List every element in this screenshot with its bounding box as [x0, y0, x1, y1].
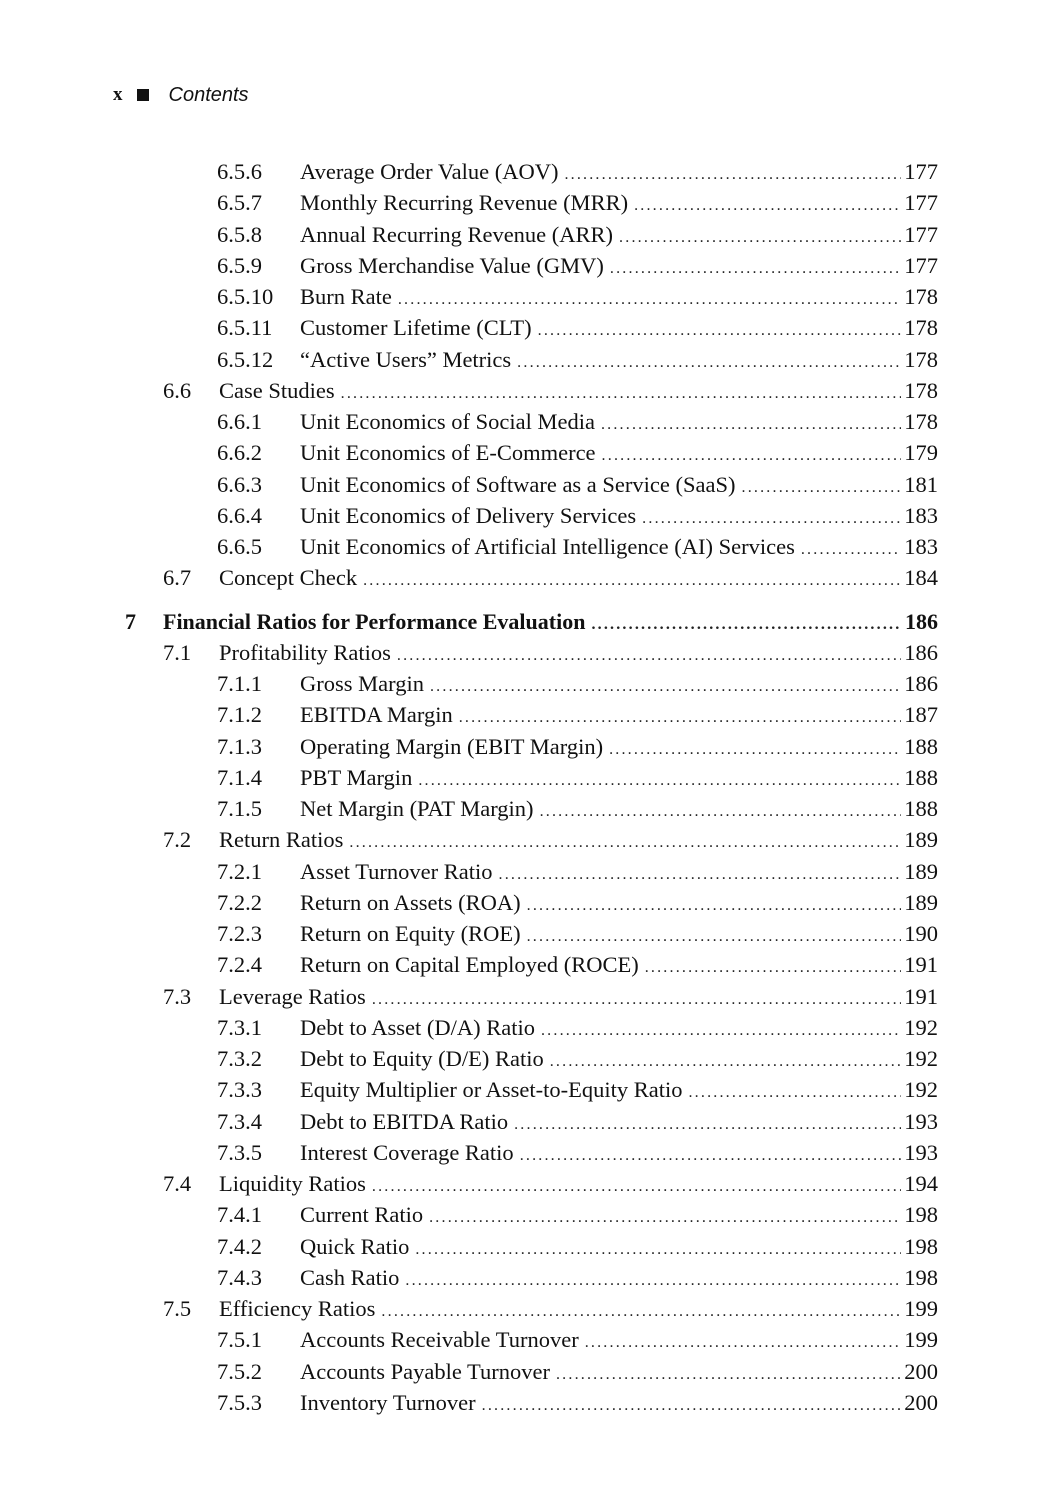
toc-entry-title: “Active Users” Metrics	[300, 346, 512, 372]
toc-entry-title: Accounts Receivable Turnover	[300, 1327, 579, 1353]
toc-section[interactable]	[163, 1293, 938, 1324]
dot-leader	[430, 671, 901, 702]
toc-entry-number: 7.2.1	[217, 858, 262, 884]
dot-leader	[601, 409, 901, 440]
dot-leader	[610, 253, 901, 284]
dot-leader	[372, 984, 901, 1015]
dot-leader	[429, 1202, 901, 1233]
toc-entry-page: 177	[904, 221, 938, 247]
toc-entry-number: 6.5.8	[217, 221, 262, 247]
toc-entry-page: 192	[904, 1077, 938, 1103]
toc-section[interactable]	[163, 637, 938, 668]
dot-leader	[742, 472, 902, 503]
toc-entry-title: PBT Margin	[300, 764, 413, 790]
toc-entry-page: 186	[904, 671, 938, 696]
toc-entry-number: 6.5.10	[217, 284, 274, 309]
running-head-title: Contents	[168, 83, 249, 106]
toc-subsection[interactable]	[217, 1012, 938, 1043]
toc-entry-number: 6.7	[163, 565, 192, 591]
running-head	[113, 82, 249, 108]
toc-entry-title: Efficiency Ratios	[219, 1296, 376, 1321]
toc-subsection[interactable]	[217, 1387, 938, 1418]
toc-entry-page: 178	[904, 409, 938, 434]
toc-entry-page: 186	[904, 639, 938, 665]
toc-entry-number: 7.1.1	[217, 671, 262, 696]
toc-entry-number: 7.1.2	[217, 702, 262, 728]
toc-entry-title: Cash Ratio	[300, 1264, 400, 1290]
square-bullet-icon	[137, 89, 149, 101]
dot-leader	[527, 890, 902, 921]
toc-entry-page: 198	[904, 1202, 938, 1228]
toc-subsection[interactable]	[217, 500, 938, 531]
toc-subsection[interactable]	[217, 856, 938, 887]
toc-entry-page: 192	[904, 1046, 938, 1071]
toc-entry-page: 189	[904, 889, 938, 915]
toc-section[interactable]	[163, 1168, 938, 1199]
toc-subsection[interactable]	[217, 469, 938, 500]
toc-entry-page: 183	[904, 502, 938, 528]
dot-leader	[520, 1140, 902, 1171]
toc-entry-page: 199	[904, 1327, 938, 1353]
toc-entry-title: Return on Capital Employed (ROCE)	[300, 952, 639, 978]
toc-subsection[interactable]	[217, 1199, 938, 1230]
toc-entry-page: 178	[904, 284, 938, 309]
toc-entry-title: Asset Turnover Ratio	[300, 858, 493, 884]
toc-subsection[interactable]	[217, 312, 938, 343]
toc-entry-number: 7.5.2	[217, 1358, 262, 1384]
toc-subsection[interactable]	[217, 699, 938, 730]
dot-leader	[398, 284, 901, 315]
toc-entry-number: 7.1.4	[217, 764, 262, 790]
toc-entry-title: Financial Ratios for Performance Evaluation	[163, 608, 586, 634]
dot-leader	[634, 190, 901, 221]
toc-entry-number: 7.2.2	[217, 889, 262, 915]
toc-subsection[interactable]	[217, 219, 938, 250]
toc-entry-number: 6.6.5	[217, 534, 262, 559]
toc-subsection[interactable]	[217, 531, 938, 562]
dot-leader	[341, 378, 902, 409]
toc-entry-number: 7.4.3	[217, 1264, 262, 1290]
dot-leader	[619, 222, 901, 253]
toc-subsection[interactable]	[217, 1137, 938, 1168]
toc-subsection[interactable]	[217, 250, 938, 281]
dot-leader	[381, 1296, 901, 1327]
dot-leader	[405, 1265, 901, 1296]
dot-leader	[801, 534, 901, 565]
toc-entry-title: Case Studies	[219, 377, 335, 403]
toc-entry-number: 7.4	[163, 1171, 192, 1196]
toc-entry-title: Equity Multiplier or Asset-to-Equity Ratio	[300, 1077, 683, 1103]
toc-entry-page: 184	[904, 565, 938, 591]
toc-entry-page: 189	[904, 858, 938, 884]
toc-entry-title: Return Ratios	[219, 827, 344, 853]
toc-entry-number: 7.3.5	[217, 1139, 262, 1165]
toc-entry-title: Debt to EBITDA Ratio	[300, 1108, 509, 1134]
dot-leader	[514, 1109, 901, 1140]
dot-leader	[527, 921, 902, 952]
toc-entry-page: 198	[904, 1264, 938, 1290]
toc-entry-page: 189	[904, 827, 938, 853]
toc-entry-title: Operating Margin (EBIT Margin)	[300, 733, 604, 759]
toc-entry-number: 6.6.3	[217, 471, 262, 497]
dot-leader	[591, 609, 902, 640]
toc-entry-number: 7.3.4	[217, 1108, 262, 1134]
toc-entry-number: 6.6.2	[217, 440, 262, 466]
dot-leader	[538, 315, 902, 346]
toc-entry-title: Liquidity Ratios	[219, 1171, 366, 1196]
toc-entry-title: Monthly Recurring Revenue (MRR)	[300, 190, 629, 216]
toc-subsection[interactable]	[217, 918, 938, 949]
dot-leader	[688, 1077, 901, 1108]
toc-entry-title: Current Ratio	[300, 1202, 424, 1228]
dot-leader	[363, 565, 901, 596]
toc-entry-title: Burn Rate	[300, 284, 392, 309]
toc-entry-number: 7.3.3	[217, 1077, 262, 1103]
toc-entry-title: Average Order Value (AOV)	[300, 159, 559, 184]
toc-entry-number: 7.1	[163, 639, 192, 665]
toc-section[interactable]	[163, 375, 938, 406]
dot-leader	[541, 1015, 901, 1046]
toc-entry-title: Unit Economics of Software as a Service (SaaS)	[300, 471, 736, 497]
toc-entry-number: 7.3	[163, 983, 192, 1009]
toc-entry-title: Return on Assets (ROA)	[300, 889, 521, 915]
toc-entry-page: 200	[904, 1389, 938, 1415]
toc-entry-page: 178	[904, 315, 938, 341]
dot-leader	[585, 1327, 902, 1358]
toc-subsection[interactable]	[217, 344, 938, 375]
dot-leader	[550, 1046, 902, 1077]
toc-section[interactable]	[163, 981, 938, 1012]
toc-subsection[interactable]	[217, 1324, 938, 1355]
toc-entry-page: 177	[904, 252, 938, 278]
toc-entry-number: 7.5.1	[217, 1327, 262, 1353]
toc-entry-page: 183	[904, 534, 938, 559]
toc-subsection[interactable]	[217, 887, 938, 918]
toc-entry-page: 190	[904, 921, 938, 946]
toc-entry-number: 6.5.9	[217, 252, 262, 278]
toc-subsection[interactable]	[217, 156, 938, 187]
toc-entry-number: 6.5.12	[217, 346, 274, 372]
toc-entry-page: 194	[904, 1171, 938, 1196]
toc-entry-page: 198	[904, 1233, 938, 1259]
toc-entry-title: EBITDA Margin	[300, 702, 453, 728]
toc-entry-title: Concept Check	[219, 565, 358, 591]
toc-entry-page: 200	[904, 1358, 938, 1384]
toc-entry-page: 191	[904, 952, 938, 978]
toc-entry-number: 7.4.1	[217, 1202, 262, 1228]
toc-entry-title: Unit Economics of Artificial Intelligence (AI) Services	[300, 534, 795, 559]
toc-entry-title: Customer Lifetime (CLT)	[300, 315, 532, 341]
dot-leader	[372, 1171, 901, 1202]
dot-leader	[459, 702, 902, 733]
toc-subsection[interactable]	[217, 793, 938, 824]
toc-entry-number: 7.2	[163, 827, 192, 853]
toc-entry-number: 6.5.7	[217, 190, 262, 216]
toc-entry-title: Interest Coverage Ratio	[300, 1139, 514, 1165]
dot-leader	[609, 734, 901, 765]
toc-subsection[interactable]	[217, 406, 938, 437]
dot-leader	[642, 503, 901, 534]
toc-section[interactable]	[163, 562, 938, 593]
toc-entry-number: 6.5.11	[217, 315, 273, 341]
toc-entry-number: 7	[125, 608, 136, 634]
toc-entry-title: Net Margin (PAT Margin)	[300, 796, 534, 821]
toc-entry-page: 191	[904, 983, 938, 1009]
toc-chapter[interactable]	[125, 606, 938, 637]
toc-entry-title: Accounts Payable Turnover	[300, 1358, 550, 1384]
toc-entry-number: 7.3.2	[217, 1046, 262, 1071]
toc-subsection[interactable]	[217, 187, 938, 218]
toc-entry-title: Debt to Asset (D/A) Ratio	[300, 1014, 535, 1040]
toc-entry-page: 179	[904, 440, 938, 466]
toc-entry-title: Leverage Ratios	[219, 983, 366, 1009]
toc-entry-title: Annual Recurring Revenue (ARR)	[300, 221, 614, 247]
toc-entry-title: Return on Equity (ROE)	[300, 921, 521, 946]
toc-entry-page: 192	[904, 1014, 938, 1040]
toc-entry-number: 6.6.1	[217, 409, 262, 434]
toc-entry-number: 7.2.4	[217, 952, 262, 978]
toc-entry-page: 188	[904, 796, 938, 821]
toc-entry-title: Quick Ratio	[300, 1233, 410, 1259]
dot-leader	[517, 347, 901, 378]
dot-leader	[645, 952, 902, 983]
toc-entry-number: 7.1.5	[217, 796, 262, 821]
toc-entry-title: Unit Economics of E-Commerce	[300, 440, 596, 466]
dot-leader	[349, 827, 901, 858]
toc-entry-page: 177	[904, 190, 938, 216]
dot-leader	[418, 765, 901, 796]
toc-subsection[interactable]	[217, 1356, 938, 1387]
toc-subsection[interactable]	[217, 281, 938, 312]
page-number: x	[113, 84, 123, 105]
toc-subsection[interactable]	[217, 1043, 938, 1074]
toc-subsection[interactable]	[217, 437, 938, 468]
toc-subsection[interactable]	[217, 668, 938, 699]
toc-entry-title: Profitability Ratios	[219, 639, 391, 665]
toc-entry-number: 7.3.1	[217, 1014, 262, 1040]
toc-entry-number: 7.2.3	[217, 921, 262, 946]
toc-entry-number: 6.6	[163, 377, 192, 403]
toc-subsection[interactable]	[217, 731, 938, 762]
toc-entry-title: Gross Margin	[300, 671, 424, 696]
toc-entry-title: Inventory Turnover	[300, 1389, 476, 1415]
toc-entry-title: Unit Economics of Delivery Services	[300, 502, 637, 528]
toc-entry-number: 7.5	[163, 1296, 192, 1321]
toc-section[interactable]	[163, 824, 938, 855]
toc-subsection[interactable]	[217, 1231, 938, 1262]
toc-entry-page: 193	[904, 1108, 938, 1134]
toc-entry-number: 6.6.4	[217, 502, 262, 528]
toc-entry-title: Unit Economics of Social Media	[300, 409, 595, 434]
dot-leader	[602, 440, 902, 471]
toc-entry-page: 177	[904, 159, 938, 184]
toc-subsection[interactable]	[217, 1074, 938, 1105]
toc-entry-page: 188	[904, 733, 938, 759]
dot-leader	[482, 1390, 902, 1421]
toc-entry-title: Gross Merchandise Value (GMV)	[300, 252, 604, 278]
toc-entry-number: 7.4.2	[217, 1233, 262, 1259]
toc-entry-number: 6.5.6	[217, 159, 262, 184]
toc-entry-page: 178	[904, 346, 938, 372]
dot-leader	[415, 1234, 901, 1265]
toc-subsection[interactable]	[217, 1262, 938, 1293]
toc-entry-page: 193	[904, 1139, 938, 1165]
toc-entry-page: 199	[904, 1296, 938, 1321]
dot-leader	[564, 159, 901, 190]
dot-leader	[556, 1359, 901, 1390]
dot-leader	[397, 640, 901, 671]
toc-entry-page: 181	[904, 471, 938, 497]
dot-leader	[540, 796, 902, 827]
toc-entry-page: 178	[904, 377, 938, 403]
toc-subsection[interactable]	[217, 949, 938, 980]
toc-entry-title: Debt to Equity (D/E) Ratio	[300, 1046, 544, 1071]
toc-entry-page: 188	[904, 764, 938, 790]
toc-subsection[interactable]	[217, 762, 938, 793]
toc-entry-number: 7.5.3	[217, 1389, 262, 1415]
toc-entry-page: 187	[904, 702, 938, 728]
dot-leader	[499, 859, 902, 890]
toc-entry-number: 7.1.3	[217, 733, 262, 759]
toc-entry-page: 186	[905, 608, 938, 634]
toc-subsection[interactable]	[217, 1106, 938, 1137]
